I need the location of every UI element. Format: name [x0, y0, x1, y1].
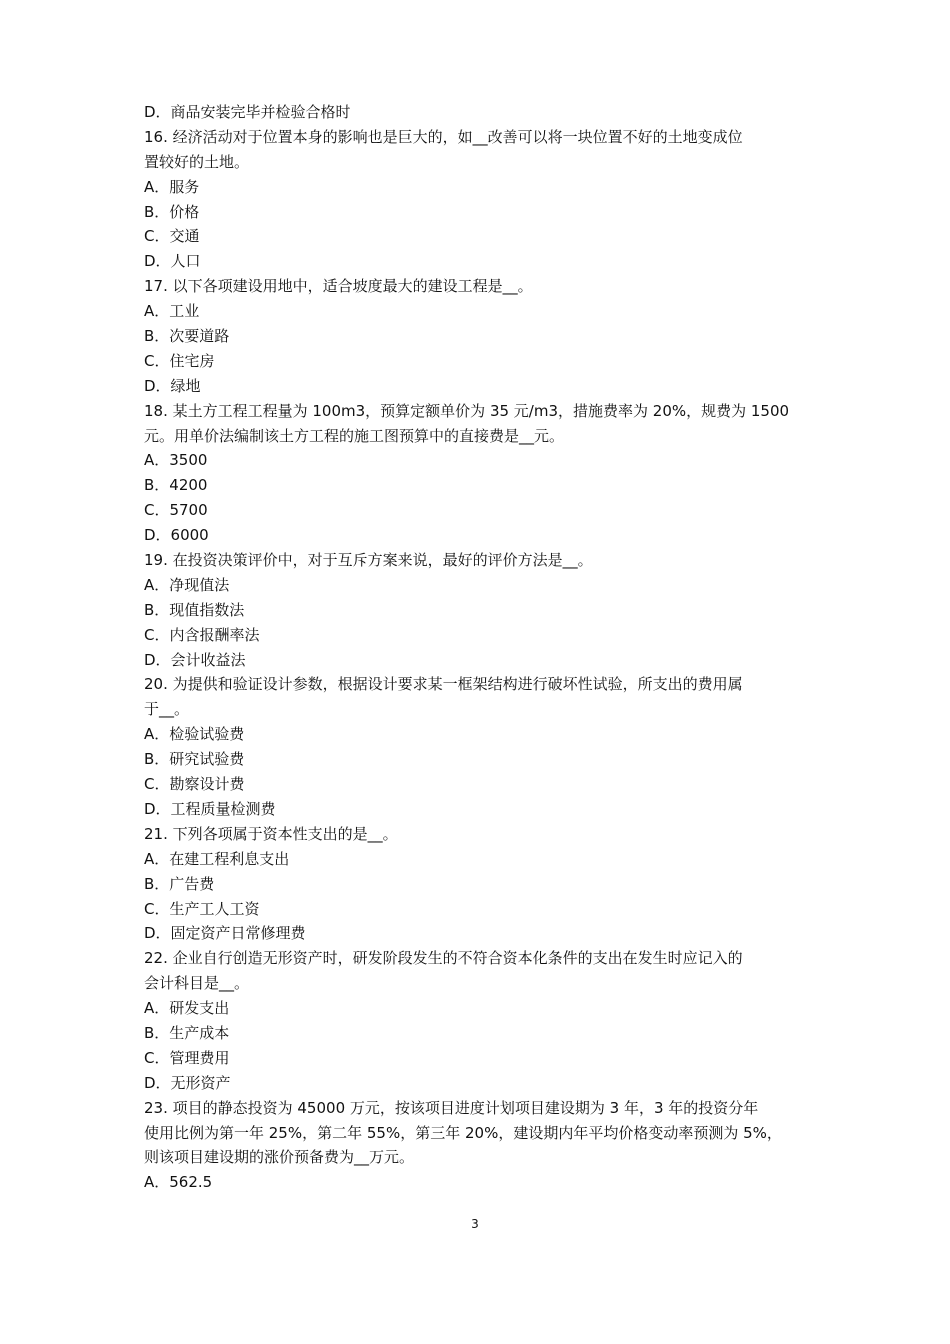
answer-option: C．勘察设计费 [144, 775, 245, 794]
question-list [144, 100, 816, 1195]
answer-option: A．检验试验费 [144, 725, 245, 744]
question-stem-line: 22. 企业自行创造无形资产时，研发阶段发生的不符合资本化条件的支出在发生时应记入的 [144, 949, 743, 968]
question-stem [144, 946, 816, 996]
answer-option: D．固定资产日常修理费 [144, 924, 306, 943]
answer-option: B．研究试验费 [144, 750, 245, 769]
answer-option: B．生产成本 [144, 1023, 230, 1042]
answer-option: C．住宅房 [144, 351, 215, 370]
question-stem [144, 399, 816, 449]
answer-option: B．价格 [144, 202, 200, 221]
answer-option: D．人口 [144, 252, 201, 271]
question-stem-line: 16. 经济活动对于位置本身的影响也是巨大的，如__改善可以将一块位置不好的土地变成位 [144, 127, 743, 146]
answer-option: B．4200 [144, 476, 208, 495]
answer-option: C．5700 [144, 501, 208, 520]
question-stem [144, 672, 816, 722]
answer-option: B．次要道路 [144, 327, 230, 346]
answer-option: A．研发支出 [144, 999, 230, 1018]
answer-option: D．6000 [144, 526, 209, 545]
answer-option: A．净现值法 [144, 575, 230, 594]
question-stem-line: 于__。 [144, 700, 190, 719]
question-stem-line: 使用比例为第一年 25%，第二年 55%，第三年 20%，建设期内年平均价格变动率预测为 5%， [144, 1123, 782, 1142]
answer-option: C．生产工人工资 [144, 899, 260, 918]
answer-option: D．商品安装完毕并检验合格时 [144, 103, 351, 121]
answer-option: C．交通 [144, 227, 200, 246]
question-stem [144, 125, 816, 175]
question-stem [144, 274, 816, 299]
answer-option: D．无形资产 [144, 1073, 231, 1092]
answer-option: D．绿地 [144, 376, 201, 395]
answer-option: A．工业 [144, 302, 200, 321]
answer-option: A．562.5 [144, 1173, 213, 1192]
question-stem-line: 18. 某土方工程工程量为 100m3，预算定额单价为 35 元/m3，措施费率为 20%，规费为 1500 [144, 401, 790, 420]
question-stem-line: 置较好的土地。 [144, 152, 250, 171]
answer-option: C．内含报酬率法 [144, 625, 260, 644]
question-stem [144, 1096, 816, 1171]
question-stem-line: 23. 项目的静态投资为 45000 万元，按该项目进度计划项目建设期为 3 年，3 年的投资分年 [144, 1098, 759, 1117]
answer-option: D．会计收益法 [144, 650, 246, 669]
question-stem-line: 21. 下列各项属于资本性支出的是__。 [144, 824, 398, 843]
question-stem [144, 822, 816, 847]
page-number: 3 [471, 1217, 479, 1231]
question-stem-line: 17. 以下各项建设用地中，适合坡度最大的建设工程是__。 [144, 277, 533, 296]
question-stem-line: 元。用单价法编制该土方工程的施工图预算中的直接费是__元。 [144, 426, 565, 445]
answer-option: A．在建工程利息支出 [144, 849, 290, 868]
question-stem-line: 19. 在投资决策评价中，对于互斥方案来说，最好的评价方法是__。 [144, 551, 593, 570]
answer-option: A．服务 [144, 177, 200, 196]
answer-option: B．广告费 [144, 874, 215, 893]
question-stem [144, 548, 816, 573]
answer-option: B．现值指数法 [144, 600, 245, 619]
answer-option: D．工程质量检测费 [144, 799, 276, 818]
question-stem-line: 20. 为提供和验证设计参数，根据设计要求某一框架结构进行破坏性试验，所支出的费用属 [144, 675, 743, 694]
question-stem-line: 会计科目是__。 [144, 974, 250, 993]
question-stem-line: 则该项目建设期的涨价预备费为__万元。 [144, 1148, 415, 1167]
answer-option: A．3500 [144, 451, 208, 470]
answer-option: C．管理费用 [144, 1048, 230, 1067]
